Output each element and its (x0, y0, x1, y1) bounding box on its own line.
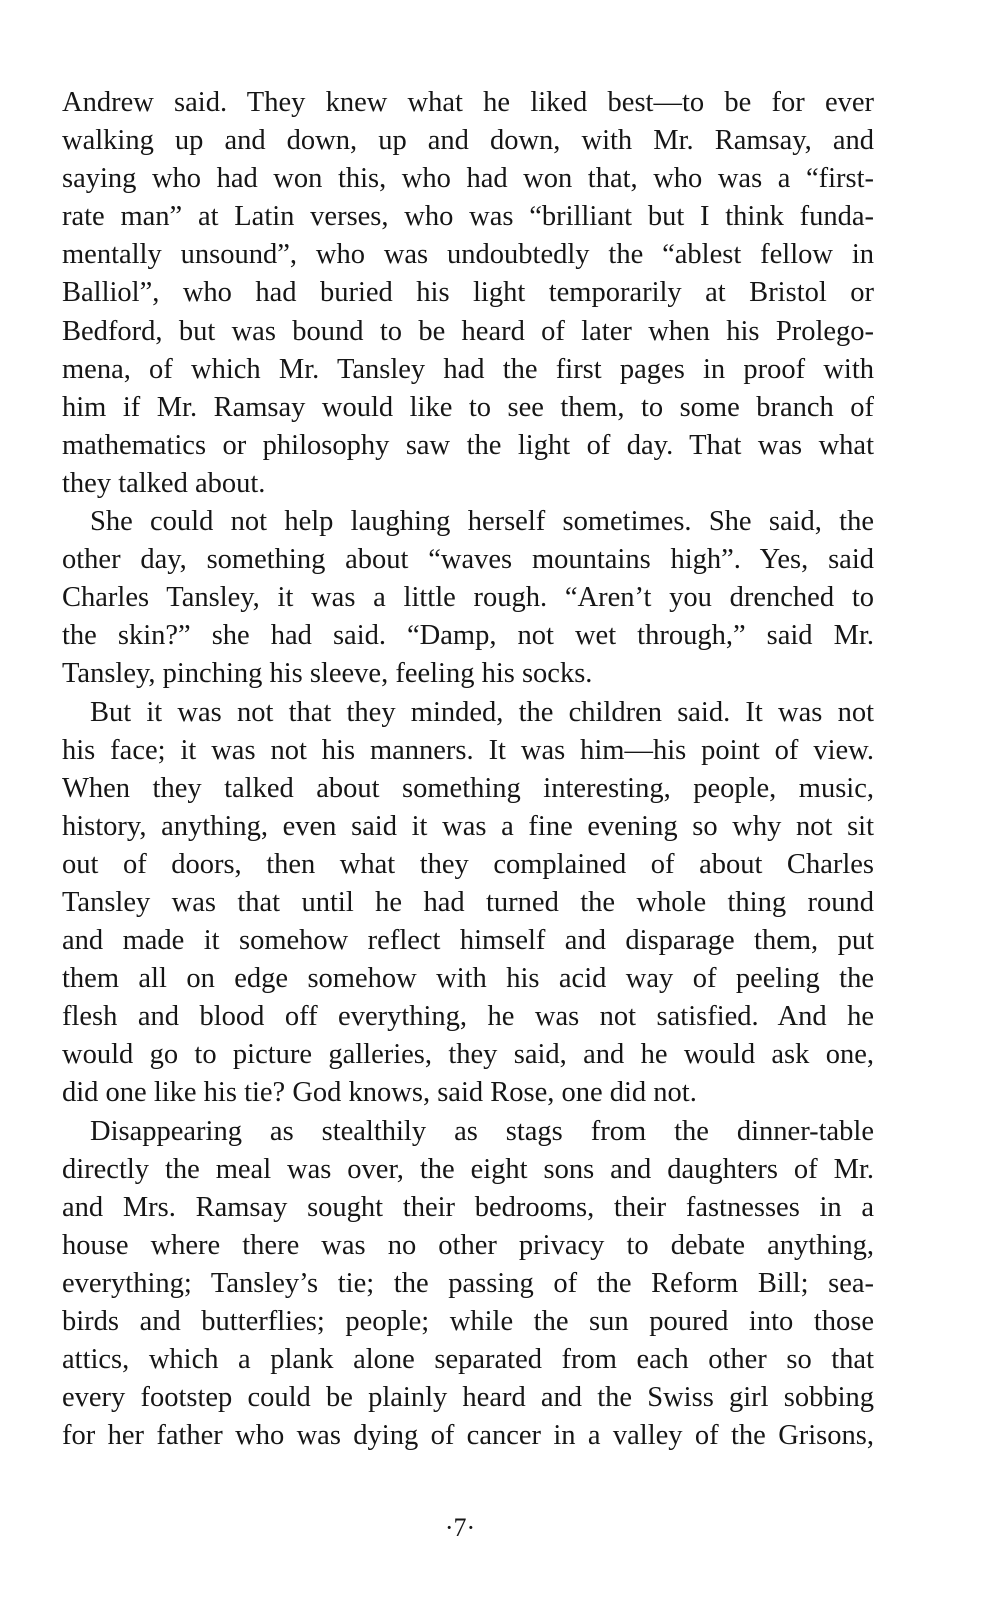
text-line: they talked about. (62, 467, 266, 499)
text-line: mena, of which Mr. Tansley had the first pages in proof with (62, 353, 874, 385)
body-text (62, 84, 874, 1455)
text-line: the skin?” she had said. “Damp, not wet through,” said Mr. (62, 620, 874, 652)
text-line: walking up and down, up and down, with Mr. Ramsay, and (62, 125, 874, 157)
text-line: Charles Tansley, it was a little rough. “Aren’t you drenched to (62, 582, 874, 614)
text-line: and Mrs. Ramsay sought their bedrooms, their fastnesses in a (62, 1191, 874, 1223)
text-line: him if Mr. Ramsay would like to see them, to some branch of (62, 391, 874, 423)
text-line: for her father who was dying of cancer in a valley of the Grisons, (62, 1420, 874, 1452)
text-line: his face; it was not his manners. It was him—his point of view. (62, 734, 874, 766)
text-line: them all on edge somehow with his acid way of peeling the (62, 963, 874, 995)
text-line: Tansley was that until he had turned the whole thing round (62, 886, 874, 918)
text-line: Andrew said. They knew what he liked best—to be for ever (62, 87, 874, 118)
text-line: everything; Tansley’s tie; the passing of the Reform Bill; sea- (62, 1267, 874, 1299)
text-line: out of doors, then what they complained of about Charles (62, 848, 874, 880)
text-line: history, anything, even said it was a fine evening so why not sit (62, 810, 874, 842)
text-line: Bedford, but was bound to be heard of later when his Prolego- (62, 315, 874, 347)
text-line: Tansley, pinching his sleeve, feeling his socks. (62, 658, 593, 690)
paragraph (62, 503, 874, 693)
text-line: birds and butterflies; people; while the sun poured into those (62, 1306, 874, 1337)
text-line: every footstep could be plainly heard and the Swiss girl sobbing (62, 1382, 874, 1414)
text-line: would go to picture galleries, they said, and he would ask one, (62, 1039, 874, 1071)
paragraph (62, 84, 874, 503)
text-line: directly the meal was over, the eight sons and daughters of Mr. (62, 1153, 874, 1185)
text-line: other day, something about “waves mountains high”. Yes, said (62, 544, 874, 576)
paragraph (62, 694, 874, 1113)
text-line: did one like his tie? God knows, said Rose, one did not. (62, 1077, 697, 1109)
text-line: But it was not that they minded, the children said. It was not (90, 696, 874, 728)
text-line: She could not help laughing herself sometimes. She said, the (90, 506, 874, 538)
text-line: attics, which a plank alone separated from each other so that (62, 1344, 874, 1376)
text-line: rate man” at Latin verses, who was “brilliant but I think funda- (62, 201, 874, 233)
text-line: mentally unsound”, who was undoubtedly the “ablest fellow in (62, 239, 874, 271)
text-line: flesh and blood off everything, he was not satisfied. And he (62, 1001, 874, 1033)
text-line: house where there was no other privacy to debate anything, (62, 1229, 874, 1261)
paragraph (62, 1113, 874, 1456)
page-number: ·7· (444, 1513, 476, 1542)
text-line: When they talked about something interesting, people, music, (62, 772, 874, 804)
text-line: and made it somehow reflect himself and disparage them, put (62, 925, 874, 957)
text-line: Disappearing as stealthily as stags from the dinner-table (90, 1115, 874, 1147)
text-line: saying who had won this, who had won that, who was a “first- (62, 163, 874, 195)
text-line: Balliol”, who had buried his light temporarily at Bristol or (62, 277, 874, 309)
text-line: mathematics or philosophy saw the light of day. That was what (62, 429, 874, 461)
